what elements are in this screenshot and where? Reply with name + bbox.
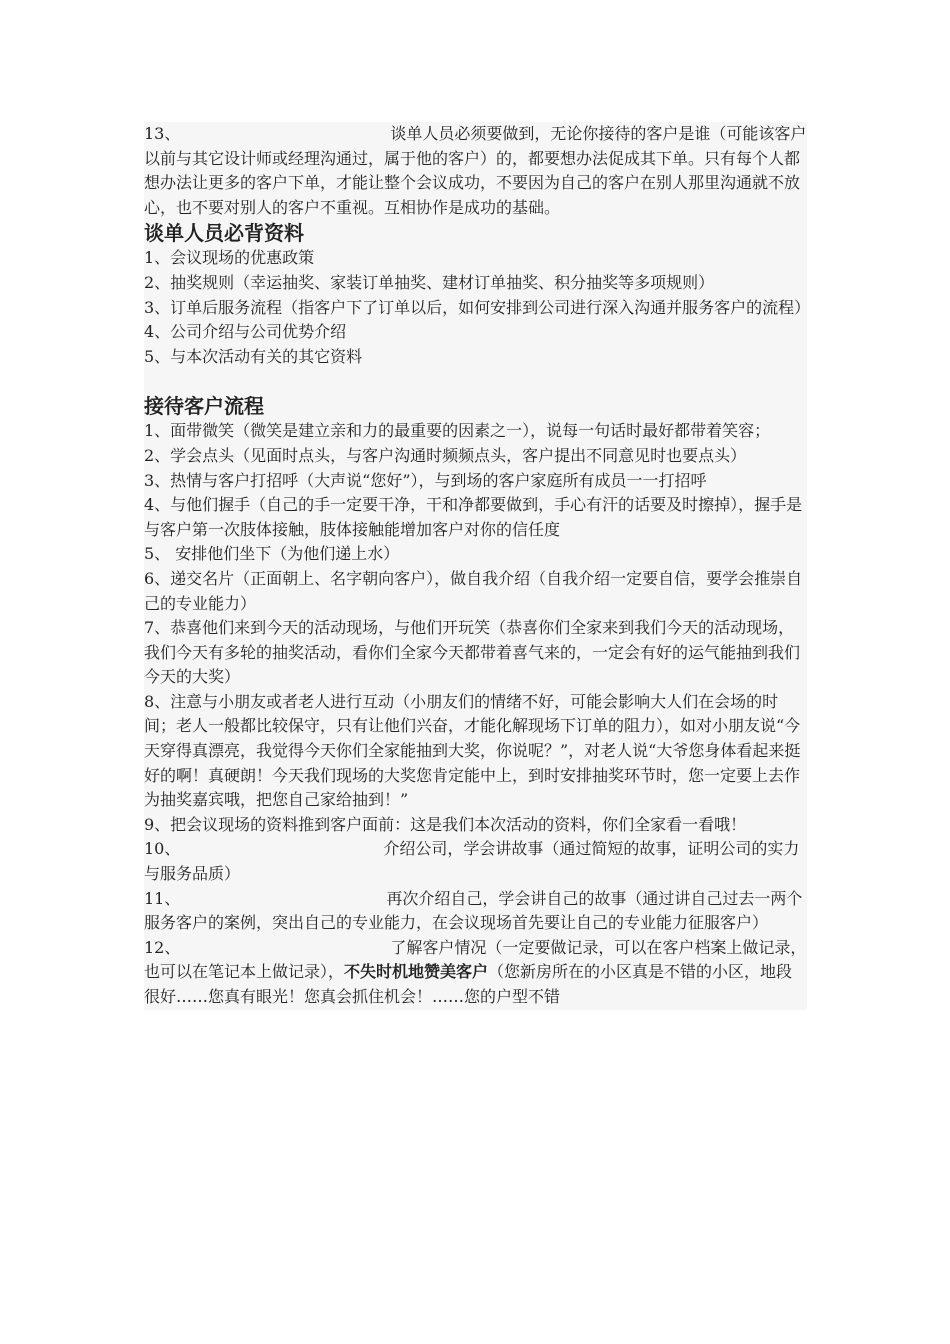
item-10-text: 介绍公司，学会讲故事（通过简短的故事，证明公司的实力与服务品质） (144, 839, 800, 884)
list-item: 1、会议现场的优惠政策 (144, 248, 315, 268)
list-item-12 (144, 936, 807, 1010)
item-12-text: 了解客户情况（一定要做记录，可以在客户档案上做记录，也可以在笔记本上做记录）， (144, 937, 807, 982)
list-item: 4、与他们握手（自己的手一定要干净，干和净都要做到，手心有汗的话要及时擦掉），握手是与客户第一次肢体接触，肢体接触能增加客户对你的信任度 (144, 495, 803, 539)
list-item-10 (144, 837, 807, 886)
item-12-bold-text: 不失时机地赞美客户 (344, 962, 489, 982)
item-11-number: 11、 (144, 888, 181, 908)
list-item: 2、抽奖规则（幸运抽奖、家装订单抽奖、建材订单抽奖、积分抽奖等多项规则） (144, 272, 715, 292)
list-item: 5、与本次活动有关的其它资料 (144, 346, 363, 366)
list-item: 9、把会议现场的资料推到客户面前：这是我们本次活动的资料，你们全家看一看哦！ (144, 814, 747, 834)
document-body (144, 122, 811, 1010)
list-item: 8、注意与小朋友或者老人进行互动（小朋友们的情绪不好，可能会影响大人们在会场的时间；老人一般都比较保守，只有让他们兴奋，才能化解现场下订单的阻力），如对小朋友说“今天穿得真漂亮，我觉得今天你们全家能抽到大奖，你说呢？”，对老人说“大爷您身体看起来挺好的啊！真硬朗！今天我们现场的大奖您肯定能中上，到时安排抽奖环节时，您一定要上去作为抽奖嘉宾哦，把您自己家给抽到！” (144, 691, 801, 810)
list-item: 6、递交名片（正面朝上、名字朝向客户），做自我介绍（自我介绍一定要自信，要学会推崇自己的专业能力） (144, 568, 803, 613)
list-item: 3、订单后服务流程（指客户下了订单以后，如何安排到公司进行深入沟通并服务客户的流程） (144, 297, 811, 317)
item-10-number: 10、 (144, 839, 181, 859)
list-item: 4、公司介绍与公司优势介绍 (144, 322, 347, 342)
list-item: 2、学会点头（见面时点头，与客户沟通时频频点头，客户提出不同意见时也要点头） (144, 445, 747, 465)
paragraph-13 (144, 122, 807, 220)
list-item: 7、恭喜他们来到今天的活动现场，与他们开玩笑（恭喜你们全家来到我们今天的活动现场，我们今天有多轮的抽奖活动，看你们全家今天都带着喜气来的，一定会有好的运气能抽到我们今天的大奖） (144, 618, 801, 687)
list-item: 5、 安排他们坐下（为他们递上水） (144, 544, 400, 564)
list-item: 3、热情与客户打招呼（大声说“您好”），与到场的客户家庭所有成员一一打招呼 (144, 470, 707, 490)
item-12-number: 12、 (144, 937, 181, 957)
paragraph-13-text: 谈单人员必须要做到，无论你接待的客户是谁（可能该客户以前与其它设计师或经理沟通过，属于他的客户）的，都要想办法促成其下单。只有每个人都想办法让更多的客户下单，才能让整个会议成功，不要因为自己的客户在别人那里沟通就不放心，也不要对别人的客户不重视。互相协作是成功的基础。 (144, 124, 807, 217)
section-title-reception: 接待客户流程 (144, 394, 264, 419)
item-11-text: 再次介绍自己，学会讲自己的故事（通过讲自己过去一两个服务客户的案例，突出自己的专业能力，在会议现场首先要让自己的专业能力征服客户） (144, 888, 803, 933)
list-item: 1、面带微笑（微笑是建立亲和力的最重要的因素之一），说每一句话时最好都带着笑容； (144, 421, 771, 441)
section-title-materials: 谈单人员必背资料 (144, 221, 304, 246)
list-item-11 (144, 887, 807, 936)
item-12-text-cont: （您新房所在的小区真是不错的小区，地段很好……您真有眼光！您真会抓住机会！……您的户型不错 (144, 962, 793, 1006)
paragraph-13-number: 13、 (144, 124, 181, 143)
